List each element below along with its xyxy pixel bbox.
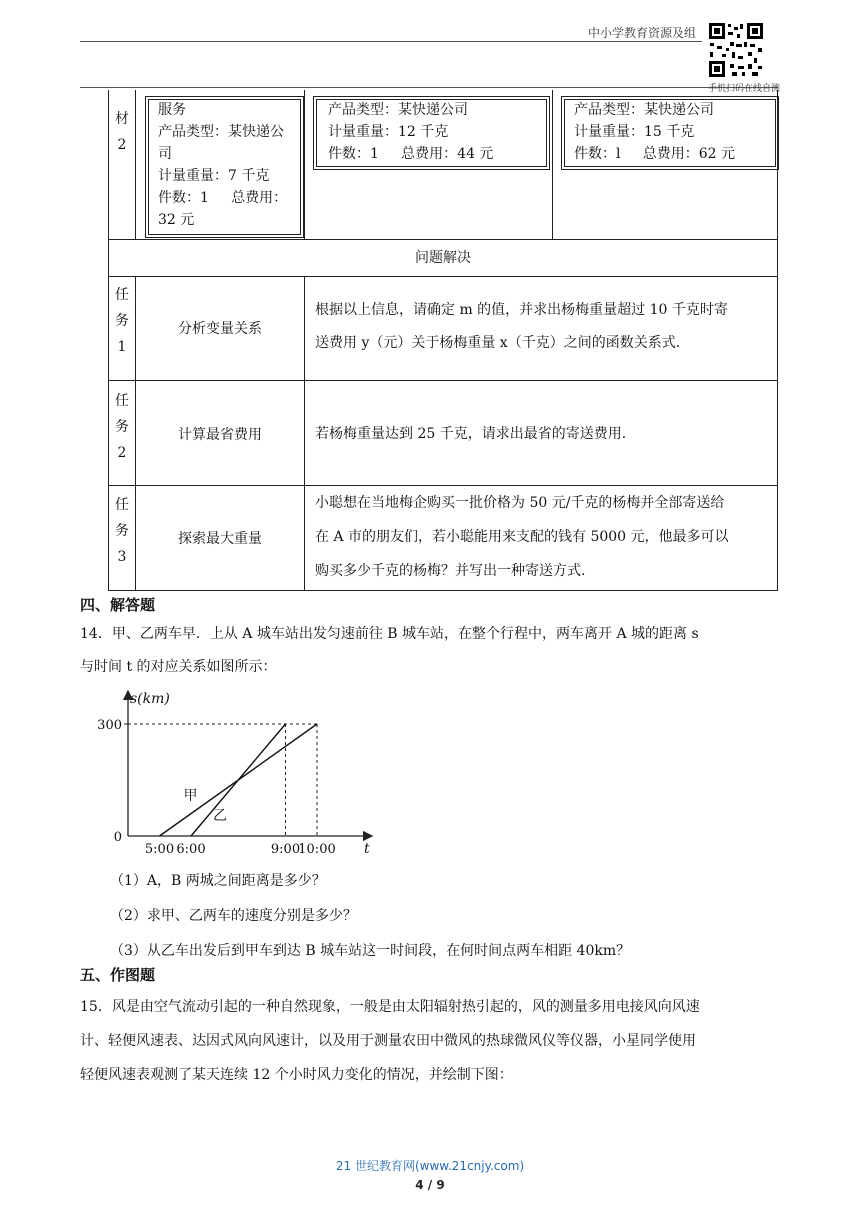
task-label-char: 务	[115, 523, 129, 539]
box-inner-border	[564, 99, 776, 167]
page-number: 4 / 9	[415, 1178, 445, 1192]
task-2-label	[112, 388, 132, 466]
shipping-box-7kg	[145, 96, 304, 238]
header-rule-bottom	[80, 87, 778, 88]
task-3-label	[112, 492, 132, 570]
sub-question-3: （3）从乙车出发后到甲车到达 B 城车站这一时间段，在何时间点两车相距 40km？	[110, 943, 631, 959]
task-text-line: 送费用 y（元）关于杨梅重量 x（千克）之间的函数关系式.	[315, 335, 681, 351]
header-rule-top	[80, 41, 702, 42]
x-tick-label: 10:00	[298, 842, 336, 857]
box-line: 件数：1 总费用：44 元	[328, 146, 494, 162]
box-line: 司	[158, 146, 172, 162]
shipping-box-12kg	[313, 96, 550, 170]
task-1-name: 分析变量关系	[178, 321, 262, 337]
task-label-char: 务	[115, 419, 129, 435]
y-axis-label: s(km)	[130, 691, 170, 707]
box-line: 计量重量：12 千克	[328, 124, 449, 140]
problem-header: 问题解决	[415, 250, 471, 266]
task-label-char: 1	[117, 339, 127, 355]
section-4-title: 四、解答题	[80, 596, 156, 614]
task-text-line: 在 A 市的朋友们，若小聪能用来支配的钱有 5000 元，他最多可以	[315, 529, 729, 545]
series-line-2	[191, 724, 286, 836]
y-tick-label: 0	[113, 830, 122, 845]
box-line: 件数：l 总费用：62 元	[574, 146, 735, 162]
task-3-text	[315, 486, 775, 588]
box-inner-border	[316, 99, 547, 167]
shipping-box-15kg	[561, 96, 779, 170]
box-line: 计量重量：15 千克	[574, 124, 695, 140]
header-site-text: 中小学教育资源及组	[588, 26, 697, 40]
question-14-text	[80, 618, 780, 684]
question-line: 计、轻便风速表、达因式风向风速计，以及用于测量农田中微风的热球微风仪等仪器，小星同学使用	[80, 1033, 696, 1049]
task-label-char: 2	[117, 445, 127, 461]
task-label-char: 任	[115, 393, 129, 409]
task-text-line: 小聪想在当地梅企购买一批价格为 50 元/千克的杨梅并全部寄送给	[315, 495, 725, 511]
box-inner-border	[148, 99, 301, 235]
section-5-title: 五、作图题	[80, 966, 156, 984]
task-text-line: 根据以上信息，请确定 m 的值，并求出杨梅重量超过 10 千克时寄	[315, 302, 728, 318]
task-label-char: 任	[115, 287, 129, 303]
x-tick-label: 9:00	[270, 842, 301, 857]
material-label-char: 材	[115, 111, 129, 127]
task-2-text	[315, 418, 775, 451]
box-line: 产品类型：某快递公司	[328, 102, 468, 118]
task-label-char: 3	[117, 549, 127, 565]
question-line: 轻便风速表观测了某天连续 12 个小时风力变化的情况，并绘制下图：	[80, 1067, 513, 1083]
sub-question-1: （1）A，B 两城之间距离是多少？	[110, 873, 326, 889]
task-text-line: 若杨梅重量达到 25 千克，请求出最省的寄送费用.	[315, 426, 627, 442]
box-line: 产品类型：某快递公司	[574, 102, 714, 118]
distance-time-chart	[97, 685, 390, 860]
box-line: 32 元	[158, 212, 195, 228]
task-1-text	[315, 294, 775, 360]
sub-question-2: （2）求甲、乙两车的速度分别是多少？	[110, 908, 357, 924]
task-1-label	[112, 282, 132, 360]
x-tick-label: 5:00	[144, 842, 175, 857]
question-15-text	[80, 990, 780, 1092]
box-line: 服务	[158, 102, 186, 118]
task-label-char: 务	[115, 313, 129, 329]
task-label-char: 任	[115, 497, 129, 513]
qr-code-icon	[708, 22, 764, 78]
question-line: 15．风是由空气流动引起的一种自然现象，一般是由太阳辐射热引起的，风的测量多用电接风向风速	[80, 999, 700, 1015]
material-label	[112, 106, 132, 158]
question-line: 与时间 t 的对应关系如图所示：	[80, 659, 277, 675]
footer-site-link[interactable]: 21 世纪教育网(www.21cnjy.com)	[335, 1159, 525, 1173]
task-2-name: 计算最省费用	[178, 427, 262, 443]
box-line: 件数：1 总费用：	[158, 190, 288, 206]
box-line: 产品类型：某快递公	[158, 124, 284, 140]
x-axis-label: t	[364, 841, 370, 857]
x-tick-label: 6:00	[176, 842, 206, 857]
task-3-name: 探索最大重量	[178, 531, 262, 547]
y-tick-label: 300	[97, 718, 122, 733]
sub-questions	[110, 864, 790, 969]
question-line: 14．甲、乙两车早．上从 A 城车站出发匀速前往 B 城车站，在整个行程中，两车离开 A 城的距离 s	[80, 626, 699, 642]
box-line: 计量重量：7 千克	[158, 168, 270, 184]
task-text-line: 购买多少千克的杨梅？并写出一种寄送方式.	[315, 563, 586, 579]
series-label-jia: 甲	[183, 788, 198, 804]
qr-caption: 手机扫码在线自测	[708, 84, 781, 94]
series-label-yi: 乙	[213, 808, 227, 824]
info-table	[108, 90, 778, 591]
material-label-char: 2	[117, 137, 127, 153]
